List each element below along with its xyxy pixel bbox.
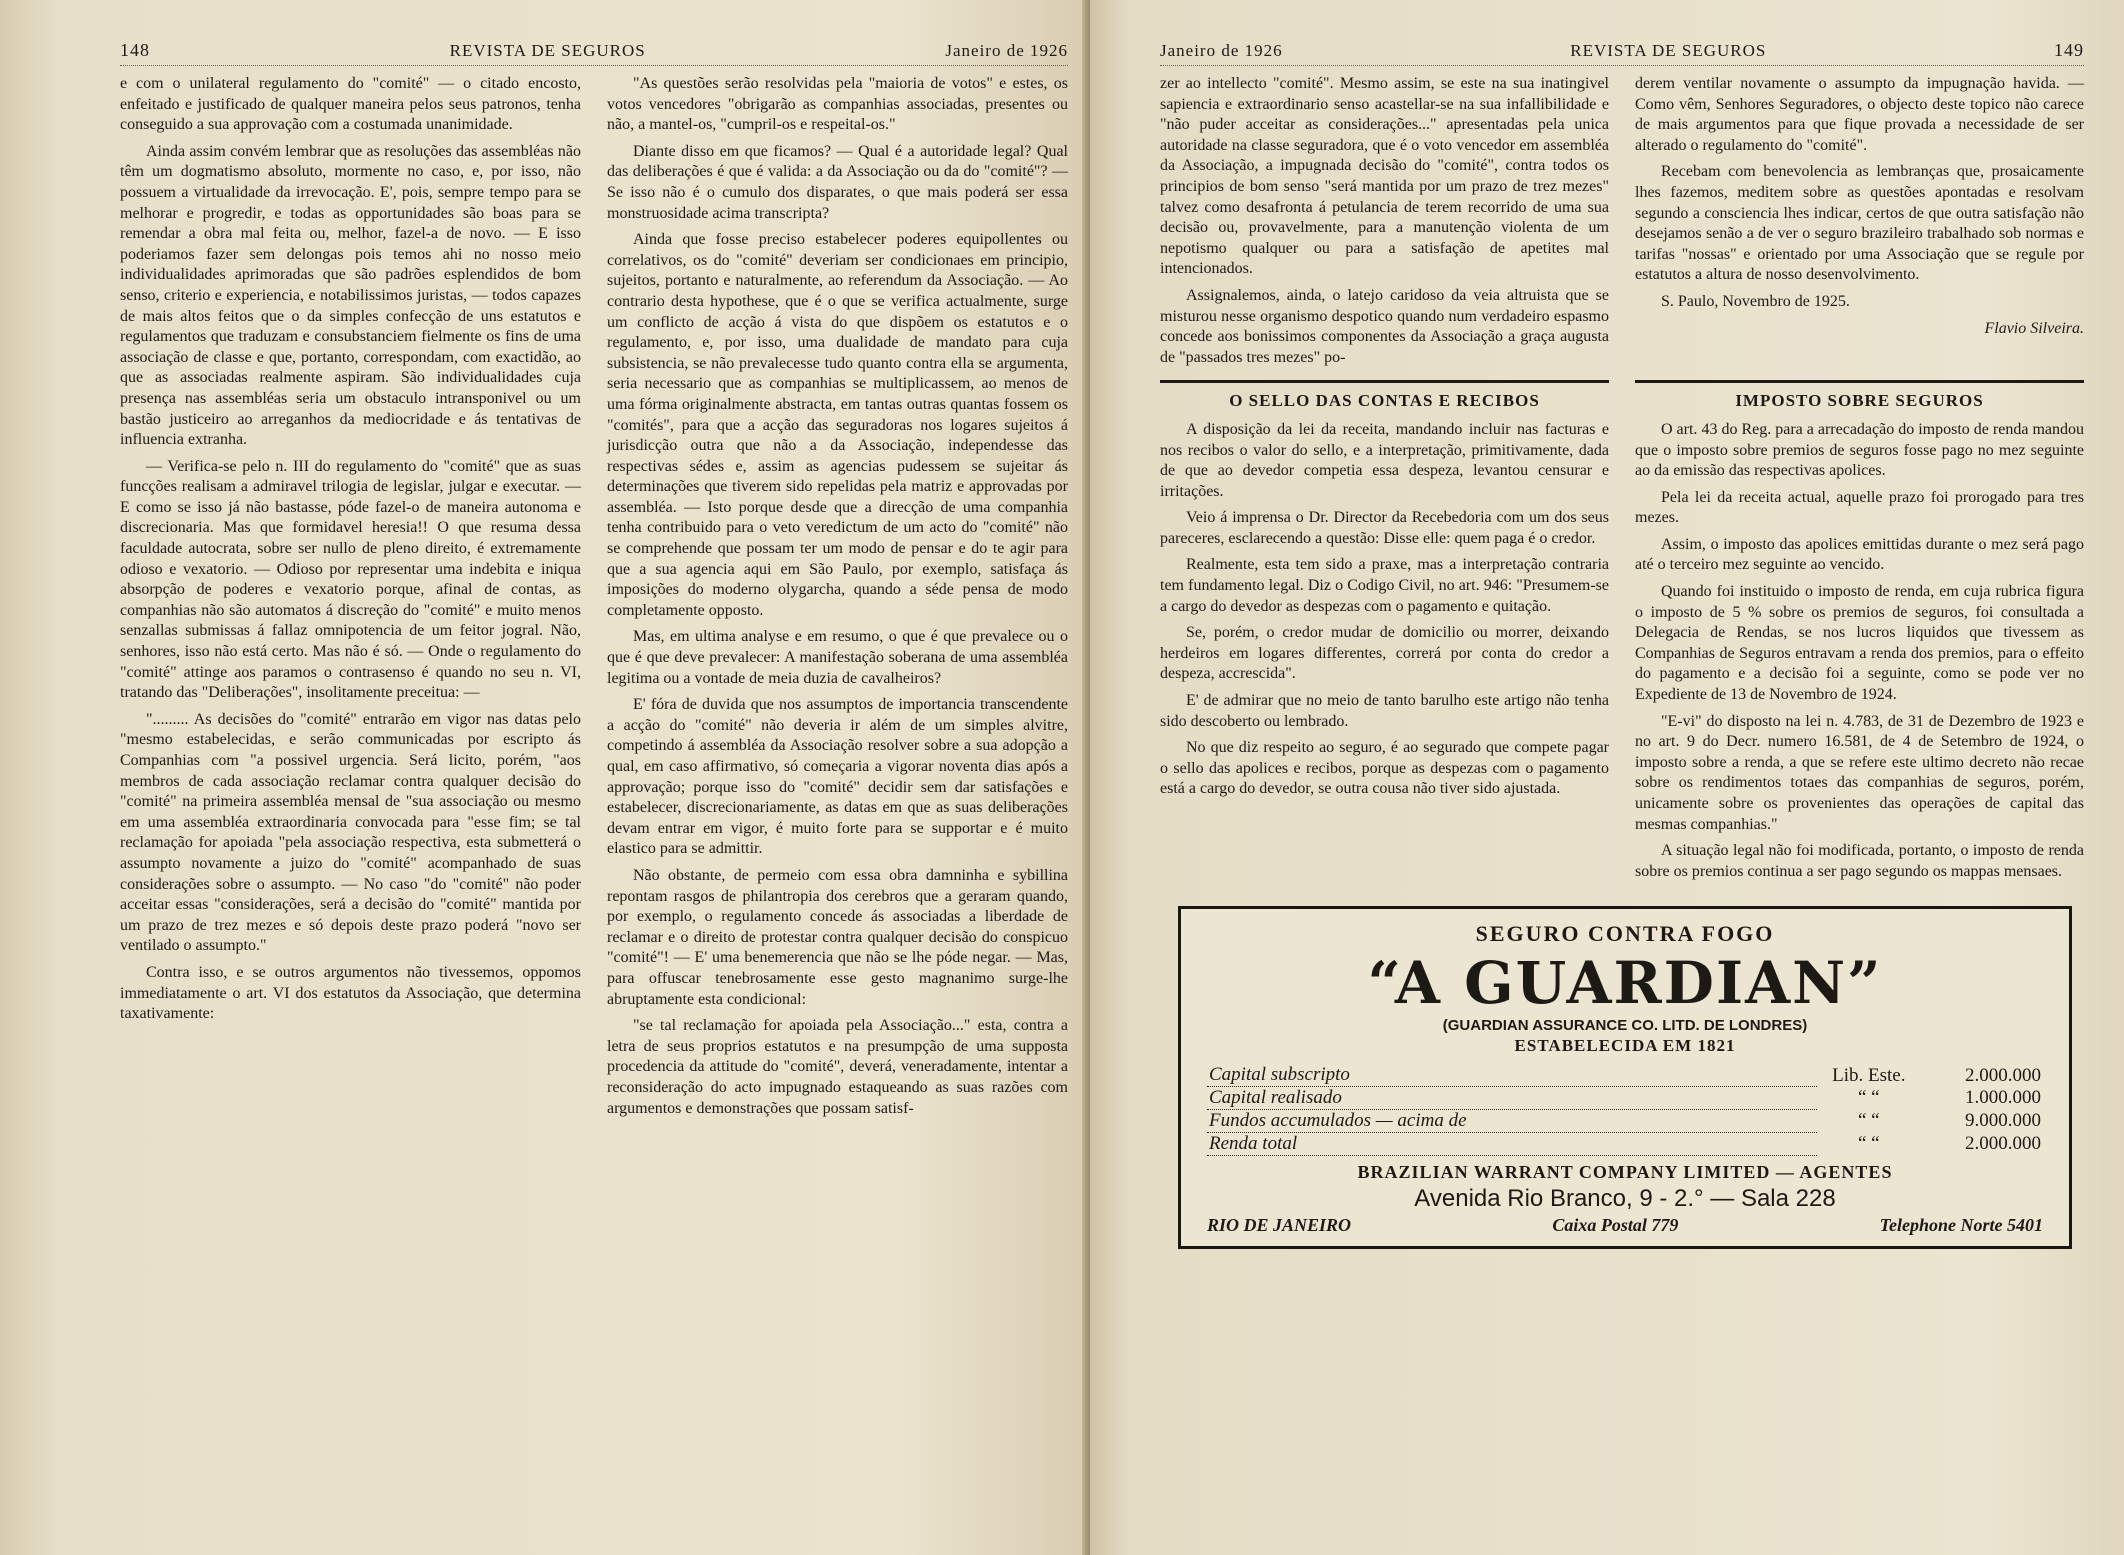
paragraph: No que diz respeito ao seguro, é ao segurado que compete pagar o sello das apolices e recibos, porque as despezas com o pagamento está a cargo do devedor, se outra cousa não tiver sido ajustada. [1160,739,1609,798]
row-label: Renda total [1207,1133,1817,1156]
ad-phone: Telephone Norte 5401 [1879,1215,2043,1236]
section-title: IMPOSTO SOBRE SEGUROS [1635,380,2084,412]
paragraph: A disposição da lei da receita, mandando incluir nas facturas e nos recibos o valor do sello, e a interpretação, primitivamente, dada de que ao devedor competia essa despeza, levantou censurar e irritações. [1160,420,1609,500]
paragraph: zer ao intellecto "comité". Mesmo assim, se este na sua inatingivel sapiencia e extraordinario senso acastellar-se na sua infallibilidade e "não puder acceitar as considerações..." apresentadas pela unica autoridade na classe seguradora, que é o voto vencedor em assembléa da Associação, a impugnada decisão do "comité", contra todos os principios de bom senso "será mantida por um prazo de trez mezes" talvez como desafronta á petulancia de terem recorrido de uma sua decisão ou, provavelmente, para a manutenção violenta de um nepotismo qualquer ou para a satisfação de apetites mal intencionados. [1160,75,1609,278]
paragraph: Assim, o imposto das apolices emittidas durante o mez será pago até o terceiro mez seguinte ao vencido. [1635,535,2084,574]
row-currency: “ “ [1858,1133,1880,1155]
paragraph: E' fóra de duvida que nos assumptos de importancia transcendente a acção do "comité" não deveria ir além de um simples alvitre, competindo á assembléa da Associação resolver sobre a sua adopção a qual, em caso affirmativo, só começaria a vigorar noventa dias após a approvação; porque isso do "comité" decidir sem dar satisfações e estabelecer, discrecionariamente, as datas em que as suas deliberações devam entrar em vigor, é muito forte para se supportar e é muito elastico para se admittir. [607,696,1068,858]
section-title: O SELLO DAS CONTAS E RECIBOS [1160,380,1609,412]
row-label: Fundos accumulados — acima de [1207,1110,1817,1133]
paragraph: O art. 43 do Reg. para a arrecadação do imposto de renda mandou que o imposto sobre premios de seguros fosse pago no mez seguinte ao da emissão das respectivas apolices. [1635,420,2084,480]
paragraph: Pela lei da receita actual, aquelle prazo foi prorogado para tres mezes. [1635,488,2084,527]
running-title: REVISTA DE SEGUROS [1570,41,1767,60]
paragraph: "E-vi" do disposto na lei n. 4.783, de 31 de Dezembro de 1923 e no art. 9 do Decr. numero 16.581, de 4 de Setembro de 1924, o imposto sobre a renda, a que se refere este ultimo decreto não recae sobre os rendimentos totaes das companhias de seguros, porém, unicamente sobre os provenientes das operações de capital das mesmas companhias." [1635,712,2084,833]
ad-address: Avenida Rio Branco, 9 - 2.° — Sala 228 [1414,1185,1836,1213]
ad-contact-line [1207,1215,2043,1236]
paragraph: Recebam com benevolencia as lembranças que, prosaicamente lhes fazemos, meditem sobre as questões apontadas e resolvam segundo a consciencia lhes indicar, certos de que outra satisfação não desejamos senão a de ver o seguro brazileiro trabalhado sob normas e tarifas "nossas" e orientado por uma Associação que se regule por estatutos a altura de nosso desenvolvimento. [1635,163,2084,284]
paragraph: e com o unilateral regulamento do "comité" — o citado encosto, enfeitado e justificado de qualquer maneira pelos seus patronos, tenha conseguido a sua approvação com a costumada unanimidade. [120,75,581,134]
right-column-1-top [1160,74,1609,374]
row-value: 2.000.000 [1965,1133,2041,1155]
ad-city: RIO DE JANEIRO [1207,1215,1352,1236]
table-row [1207,1133,2043,1156]
paragraph: Quando foi instituido o imposto de renda, em cuja rubrica figura o imposto de 5 % sobre os premios de seguros, foi consultada a Delegacia de Rendas, se nos lucros liquidos que tivessem as Companhias de Seguros entravam a renda dos premios, para o effeito do pagamento e a decisão foi a seguinte, como se pode ver no Expediente de 13 de Novembro de 1924. [1635,583,2084,704]
paragraph: A situação legal não foi modificada, portanto, o imposto de renda sobre os premios continua a ser pago segundo os mappas mensaes. [1635,842,2084,880]
right-column-2-top [1635,74,2084,374]
page-number: 148 [120,40,150,60]
ad-agents: BRAZILIAN WARRANT COMPANY LIMITED — AGENTES [1357,1162,1893,1183]
row-value: 2.000.000 [1965,1064,2041,1086]
row-value: 9.000.000 [1965,1110,2041,1132]
right-columns-sections [1160,374,2084,888]
row-currency: “ “ [1858,1087,1880,1109]
right-page [1090,0,2124,1555]
paragraph: Ainda que fosse preciso estabelecer poderes equipollentes ou correlativos, os do "comité" deveriam ser condicionaes em principio, sujeitos, portanto e naturalmente, ao referendum da Associação. — Ao contrario desta hypothese, que é o que se verifica actualmente, surge um conflicto de acção á vista do que dispõem os estatutos e o regulamento, e, por isso, uma dualidade de mandato para cuja subsistencia, se não prevalecesse tudo quanto contra ella se argumenta, seria necessario que as companhias se multiplicassem, ao menos de uma fórma originalmente abstracta, em tantas outras quantas fossem os "comités", para que a acção das seguradoras nos logares sujeitos á jurisdicção outra que não a da Associação, independesse das respectivas sédes e, assim as agencias pudessem se sujeitar ás determinações que tiverem sido repelidas pela matriz e approvadas por assembléa. — Isto porque desde que a direcção de uma companhia tenha contribuido para o veto veredictum de um acto do "comité" não se comprehende que possam ter um modo de pensar e do te agir para que a sua agencia aqui em São Paulo, por exemplo, satisfaça ás imposições do moderno olygarcha, quando a séde pensa de modo completamente opposto. [607,231,1068,619]
paragraph: Mas, em ultima analyse e em resumo, o que é que prevalece ou o que é que deve prevalecer: A manifestação soberana de uma assembléa legitima ou a vontade de meia duzia de cavalheiros? [607,628,1068,687]
ad-pobox: Caixa Postal 779 [1552,1215,1679,1236]
left-columns [120,74,1068,1125]
row-label: Capital realisado [1207,1087,1817,1110]
row-currency: Lib. Este. [1832,1064,1906,1086]
page-number: 149 [2054,40,2084,60]
paragraph: derem ventilar novamente o assumpto da impugnação havida. — Como vêm, Senhores Seguradores, o objecto deste topico não carece de mais argumentos para que fique provada a necessidade de ser alterado o regulamento do "comité". [1635,75,2084,154]
paragraph: Contra isso, e se outros argumentos não tivessemos, oppomos immediatamente o art. VI dos estatutos da Associação, que determina taxativamente: [120,963,581,1023]
paragraph: Não obstante, de permeio com essa obra damninha e sybillina repontam rasgos de philantropia dos cerebros que a geraram quando, por exemplo, o regulamento concede ás associadas a liberdade de reclamar e o direito de protestar contra qualquer decisão do conspicuo "comité"! — E' uma benemerencia que não se lhe póde negar. — Mas, para offuscar tenebrosamente esse gesto magnanimo surge-lhe abruptamente esta condicional: [607,866,1068,1008]
running-date: Janeiro de 1926 [945,41,1068,60]
paragraph: Se, porém, o credor mudar de domicilio ou morrer, deixando herdeiros em logares differentes, correrá por conta do credor a despeza, accrescida". [1160,624,1609,683]
paragraph: Diante disso em que ficamos? — Qual é a autoridade legal? Qual das deliberações é que é valida: a da Associação ou da do "comité"? — Se isso não é o cumulo dos disparates, o que mais poderá ser essa monstruosidade acima transcripta? [607,142,1068,222]
running-date: Janeiro de 1926 [1160,41,1283,60]
table-row [1207,1087,2043,1110]
quoted-paragraph: "se tal reclamação for apoiada pela Associação..." esta, contra a letra de seus proprios estatutos e na presumpção de uma supposta procedencia da attitude do "comité", deverá, veneradamente, intentar a reconsideração do acto impugnado estaqueando as suas razões com argumentos e demonstrações que possam satisf- [607,1017,1068,1117]
right-columns-top [1160,74,2084,374]
left-page-header [120,40,1068,66]
paragraph: — Verifica-se pelo n. III do regulamento do "comité" que as suas funcções realisam a admiravel trilogia de legislar, julgar e executar. — E como se isso já não bastasse, póde fazel-o de maneira autonoma e discrecionaria. Mas que formidavel heresia!! O que resuma dessa faculdade autocrata, sobre ser nullo de pleno direito, é extremamente odioso e vexatorio. — Odioso por representar uma indebita e iniqua absorpção de poderes e vexatorio porque, afinal de contas, as companhias não são automatos á discreção do "comité" e muito menos senzallas submissas á fallaz omnipotencia de um feitor jogral. Não, senhores, isso não está certo. Mas não é só. — Onde o regulamento do "comité" attinge aos paramos o contrasenso é quando no seu n. VI, tratando das "Deliberações", insolitamente preceitua: — [120,457,581,702]
running-title: REVISTA DE SEGUROS [449,41,646,60]
table-row [1207,1110,2043,1133]
quoted-paragraph: "......... As decisões do "comité" entrarão em vigor nas datas pelo "mesmo estabelecidas, e serão communicadas por escripto ás Companhias com "a possivel urgencia. Será licito, porém, "aos membros de cada associação reclamar contra qualquer decisão do "comité" na primeira assembléa mensal de "sua associação ou mesmo em uma assembléa extraordinaria convocada para "esse fim; se tal reclamação for apoiada "pela associação respectiva, esta submetterá o assumpto novamente a juizo do "comité" acompanhado de suas considerações sobre o assumpto. — No caso "do "comité" não poder acceitar essas "considerações, será a decisão do "comité" mantida por um prazo de trez mezes e só depois deste prazo poderá "novo ser ventilado o assumpto." [120,710,581,955]
guardian-advertisement [1178,906,2072,1249]
ad-heading: SEGURO CONTRA FOGO [1475,921,1775,947]
ad-company-name: “A GUARDIAN” [1367,949,1883,1018]
paragraph: Realmente, esta tem sido a praxe, mas a interpretação contraria tem fundamento legal. Diz o Codigo Civil, no art. 946: "Presumem-se a cargo do devedor as despezas com o pagamento e quitação. [1160,556,1609,615]
ad-capital-table [1207,1064,2043,1156]
ad-subtitle: (GUARDIAN ASSURANCE CO. LITD. DE LONDRES) [1442,1017,1808,1035]
left-column-1 [120,74,581,1125]
row-value: 1.000.000 [1965,1087,2041,1109]
paragraph: E' de admirar que no meio de tanto barulho este artigo não tenha sido descoberto ou lembrado. [1160,692,1609,730]
row-currency: “ “ [1858,1110,1880,1132]
table-row [1207,1064,2043,1087]
section-sello [1160,374,1609,888]
place-date: S. Paulo, Novembro de 1925. [1661,292,1850,310]
paragraph: Assignalemos, ainda, o latejo caridoso da veia altruista que se misturou nesse organismo despotico quando num verdadeiro espasmo concede aos bonissimos componentes da Associação a graça augusta de "passados tres mezes" po- [1160,286,1609,366]
paragraph: Ainda assim convém lembrar que as resoluções das assembléas não têm um dogmatismo absoluto, mormente no caso, e, por isso, não possuem a virtualidade da irrevocação. E', pois, sempre tempo para se melhorar e progredir, e todas as opportunidades são boas para se remendar a obra mal feita ou, melhor, fazel-a de novo. — E isso poderiamos fazer sem delongas pois temos ahi no nosso meio individualidades aprimoradas que são padrões esplendidos de bom senso, criterio e experiencia, e notabilissimos juristas, — todos capazes de mais altos feitos que o da simples confecção de uns estatutos e regulamentos que traduzam e consubstanciem fielmente os fins de uma associação de classe e que, portanto, correspondam, com exactidão, ao que as associadas realmente aspiram. São individualidades cuja presença nas assembléas seria um obstaculo intransponivel ou um bastão justiceiro ao arreganhos da mediocridade e ás tentativas de influencia extranha. [120,142,581,449]
right-page-header [1160,40,2084,66]
signature: Flavio Silveira. [1984,319,2084,337]
paragraph: Veio á imprensa o Dr. Director da Recebedoria com um dos seus pareceres, esclarecendo a questão: Disse elle: quem paga é o credor. [1160,509,1609,547]
row-label: Capital subscripto [1207,1064,1817,1087]
left-column-2 [607,74,1068,1125]
ad-established: ESTABELECIDA EM 1821 [1514,1036,1736,1056]
quoted-paragraph: "As questões serão resolvidas pela "maioria de votos" e estes, os votos vencedores "obrigarão as companhias associadas, presentes ou não, a mantel-os, "cumpril-os e respeital-os." [607,75,1068,134]
section-imposto [1635,374,2084,888]
